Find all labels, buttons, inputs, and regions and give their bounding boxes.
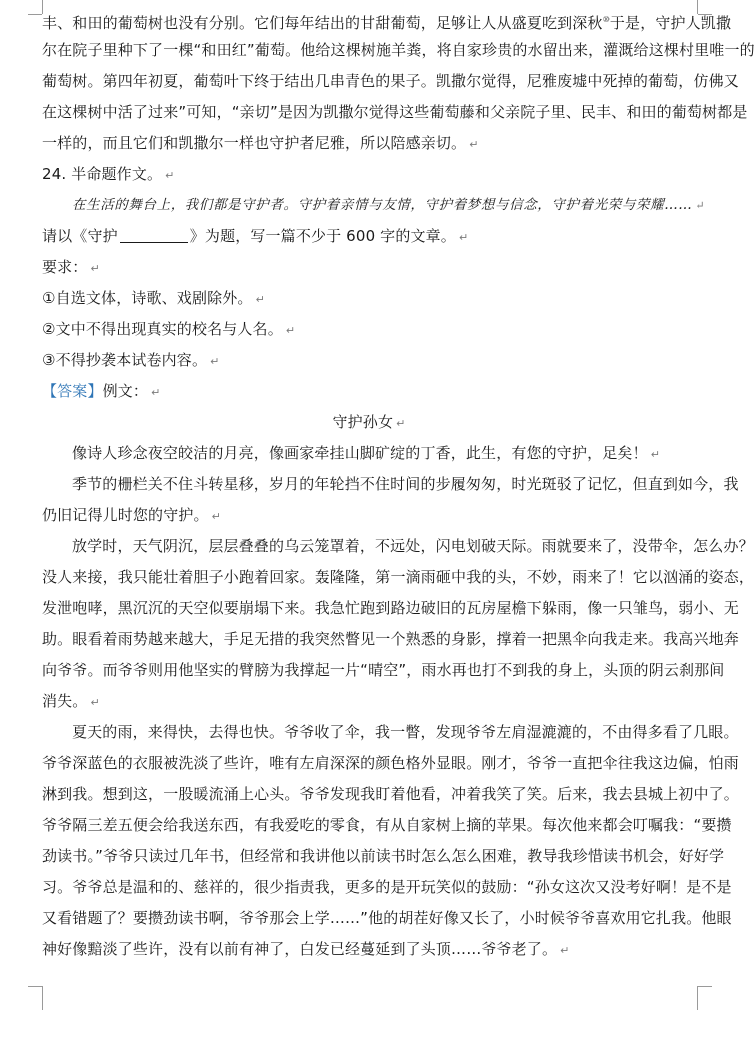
paragraph-mark: ↵ [285, 324, 296, 337]
essay-line: 向爷爷。而爷爷则用他坚实的臂膀为我撑起一片“晴空”，雨水再也打不到我的身上，头顶的阴云刹那间 [42, 661, 725, 679]
footnote-marker: ⑩ [602, 15, 610, 24]
requirement-item: ①自选文体，诗歌、戏剧除外。 ↵ [42, 289, 265, 307]
essay-body [42, 438, 755, 965]
essay-line: 又看错题了？要攒劲读书啊，爷爷那会上学……”他的胡茬好像又长了，小时候爷爷喜欢用它扎我。他眼 [42, 909, 732, 927]
paragraph-mark: ↵ [165, 169, 175, 182]
essay-line: 季节的栅栏关不住斗转星移，岁月的年轮挡不住时间的步履匆匆，时光斑驳了记忆，但直到如今，我 [72, 475, 739, 493]
essay-line: 爷爷深蓝色的衣服被洗淡了些许，唯有左肩深深的颜色格外显眼。刚才，爷爷一直把伞往我这边偏，怕雨 [42, 754, 739, 772]
crop-mark-bottom-right-v [697, 986, 698, 1010]
crop-mark-bottom-left-v [42, 986, 43, 1010]
paragraph-mark: ↵ [151, 386, 161, 399]
prompt-quote: 在生活的舞台上，我们都是守护者。守护着亲情与友情，守护着梦想与信念，守护着光荣与荣耀…… ↵ [72, 197, 706, 213]
text-line: 尔在院子里种下了一棵“和田红”葡萄。他给这棵树施羊粪，将自家珍贵的水留出来，灌溉给这棵村里唯一的 [42, 41, 755, 59]
text-line: 一样的，而且它们和凯撒尔一样也守护者尼雅，所以陪感亲切。 ↵ [42, 134, 479, 152]
answer-tag: 【答案】 [42, 382, 103, 400]
requirement-item: ②文中不得出现真实的校名与人名。 ↵ [42, 320, 296, 338]
text-line: 在这棵树中活了过来”可知，“亲切”是因为凯撒尔觉得这些葡萄藤和父亲院子里、民丰、和田的葡萄树都是 [42, 103, 748, 121]
question-heading: 24. 半命题作文。 ↵ [42, 165, 175, 183]
crop-mark-bottom-right-h [698, 986, 712, 987]
essay-line: 夏天的雨，来得快，去得也快。爷爷收了伞，我一瞥，发现爷爷左肩湿漉漉的，不由得多看了几眼。 [72, 723, 739, 741]
essay-title: 守护孙女 ↵ [332, 413, 406, 431]
document-body [42, 4, 755, 965]
prompt-line: 请以《守护 》为题，写一篇不少于 600 字的文章。 ↵ [42, 227, 469, 245]
essay-line: 习。爷爷总是温和的、慈祥的，很少指责我，更多的是开玩笑似的鼓励：“孙女这次又没考好啊！是不是 [42, 878, 732, 896]
paragraph-mark: ↵ [695, 199, 706, 212]
essay-line: 助。眼看着雨势越来越大，手足无措的我突然瞥见一个熟悉的身影，撑着一把黑伞向我走来。我高兴地奔 [42, 630, 739, 648]
essay-line: 消失。 ↵ [42, 692, 100, 710]
essay-line: 放学时，天气阴沉，层层叠叠的乌云笼罩着，不远处，闪电划破天际。雨就要来了，没带伞，怎么办？ [72, 537, 754, 555]
essay-line: 神好像黯淡了些许，没有以前有神了，白发已经蔓延到了头顶……爷爷老了。 ↵ [42, 940, 570, 958]
paragraph-mark: ↵ [90, 262, 100, 275]
crop-mark-top-right-v [697, 0, 698, 14]
requirement-item: ③不得抄袭本试卷内容。 ↵ [42, 351, 220, 369]
text-line: 葡萄树。第四年初夏，葡萄叶下终于结出几串青色的果子。凯撒尔觉得，尼雅废墟中死掉的葡萄，仿佛又 [42, 72, 739, 90]
essay-line: 淋到我。想到这，一股暖流涌上心头。爷爷发现我盯着他看，冲着我笑了笑。后来，我去县城上初中了。 [42, 785, 739, 803]
essay-line: 劲读书。”爷爷只读过几年书，但经常和我讲他以前读书时怎么怎么困难，教导我珍惜读书机会，好好学 [42, 847, 725, 865]
paragraph-mark: ↵ [650, 448, 661, 461]
crop-mark-bottom-left-h [28, 986, 42, 987]
paragraph-mark: ↵ [396, 417, 406, 430]
paragraph-mark: ↵ [211, 510, 222, 523]
answer-line: 【答案】例文： ↵ [42, 382, 161, 400]
essay-line: 发泄咆哮，黑沉沉的天空似要崩塌下来。我急忙跑到路边破旧的瓦房屋檐下躲雨，像一只雏鸟，弱小、无 [42, 599, 739, 617]
paragraph-mark: ↵ [560, 944, 570, 957]
essay-line: 爷爷隔三差五便会给我送东西，有我爱吃的零食，有从自家树上摘的苹果。每次他来都会叮嘱我：“要攒 [42, 816, 732, 834]
essay-line: 像诗人珍念夜空皎洁的月亮，像画家牵挂山脚矿绽的丁香，此生，有您的守护，足矣！ ↵ [72, 444, 661, 462]
paragraph-mark: ↵ [210, 355, 220, 368]
essay-line: 没人来接，我只能壮着胆子小跑着回家。轰隆隆，第一滴雨砸中我的头，不妙，雨来了！它以汹涌的姿态， [42, 568, 755, 586]
essay-line: 仍旧记得儿时您的守护。 ↵ [42, 506, 222, 524]
paragraph-mark: ↵ [469, 138, 479, 151]
paragraph-mark: ↵ [458, 231, 469, 244]
paragraph-mark: ↵ [255, 293, 265, 306]
paragraph-mark: ↵ [90, 696, 100, 709]
crop-mark-top-left-h [28, 14, 42, 15]
requirements-label: 要求： ↵ [42, 258, 100, 276]
text-line: 丰、和田的葡萄树也没有分别。它们每年结出的甘甜葡萄，足够让人从盛夏吃到深秋⑩于是，守护人凯撒 [42, 14, 732, 32]
fill-blank [120, 226, 188, 243]
